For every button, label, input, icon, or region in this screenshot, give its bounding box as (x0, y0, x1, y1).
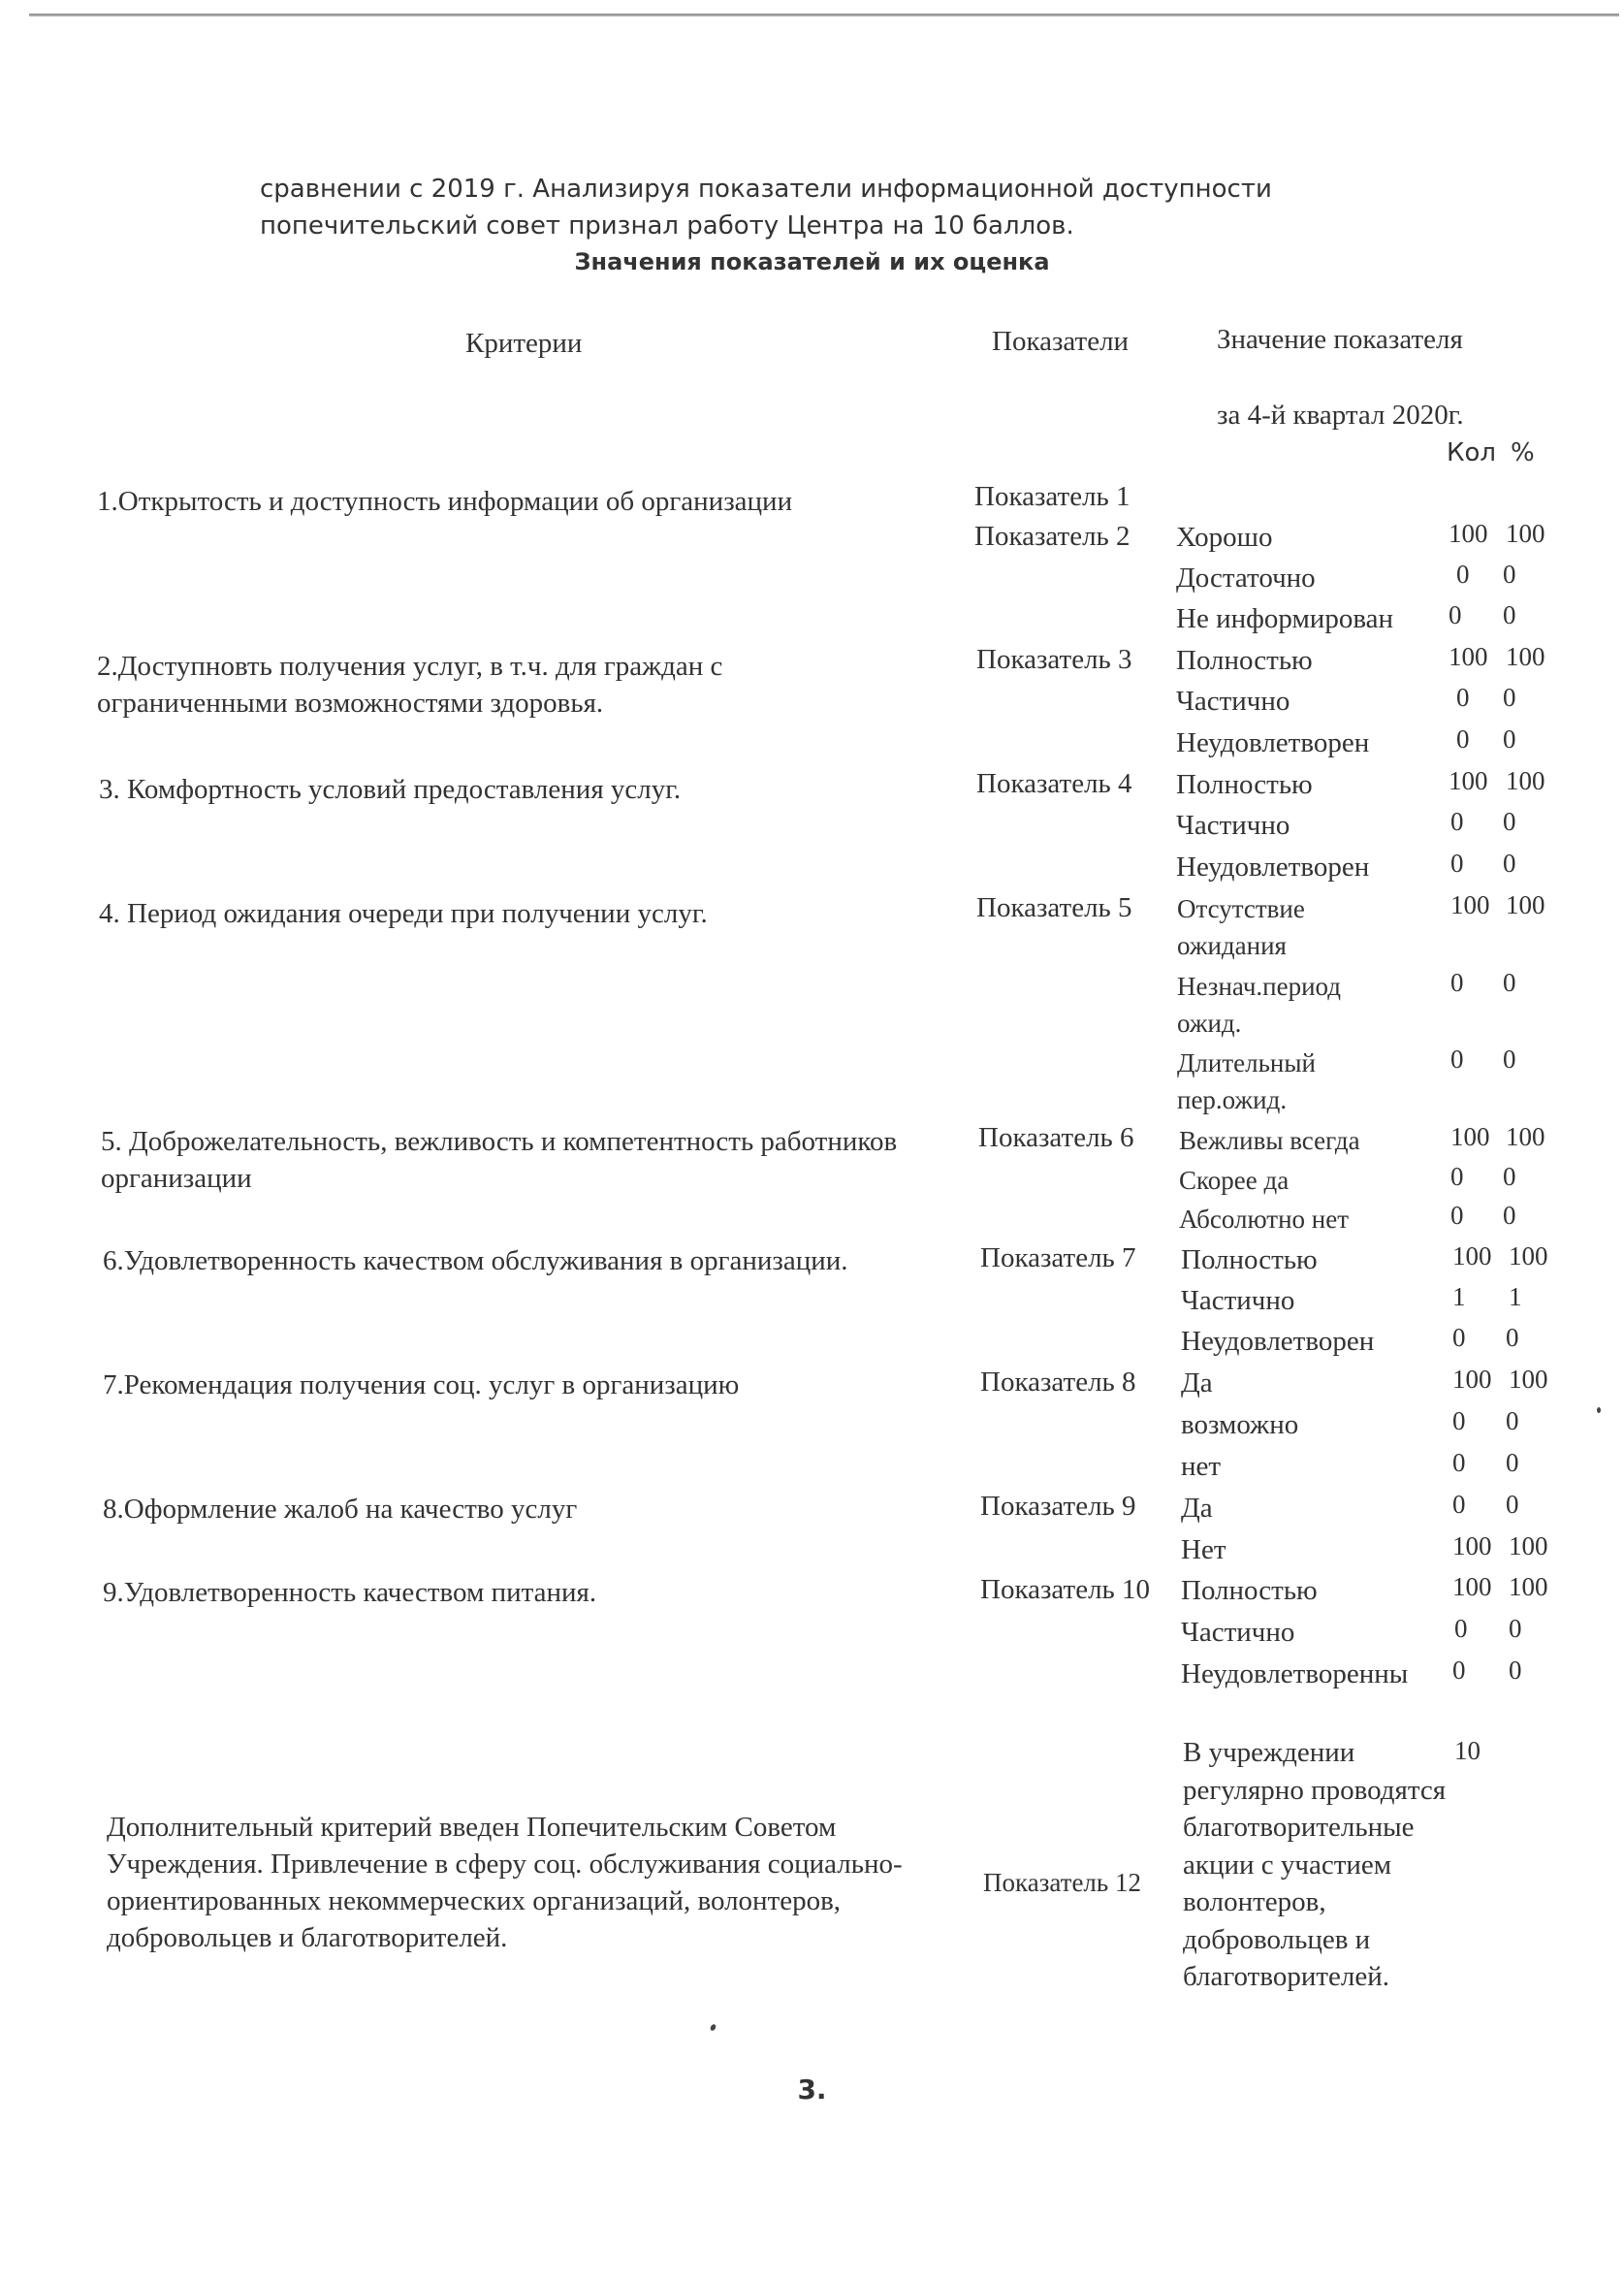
answer-kol: 0 (1452, 1448, 1466, 1477)
answer-pct: 0 (1503, 683, 1516, 712)
answer-label: Неудовлетворенны (1181, 1658, 1409, 1689)
indicator-5: Показатель 5 (976, 892, 1132, 923)
answer-pct: 100 (1509, 1241, 1548, 1270)
answer-label: Нет (1181, 1534, 1226, 1565)
answer-label: Хорошо (1176, 522, 1273, 553)
indicator-4: Показатель 4 (976, 768, 1132, 799)
answer-pct: 1 (1509, 1282, 1522, 1311)
criterion-8: 8.Оформление жалоб на качество услуг (103, 1494, 578, 1525)
criterion-9: 9.Удовлетворенность качеством питания. (103, 1577, 597, 1608)
answer-kol: 100 (1452, 1241, 1492, 1270)
header-pct: % (1511, 438, 1535, 467)
header-indicators: Показатели (992, 326, 1130, 357)
answer-kol: 0 (1454, 1614, 1468, 1643)
answer-kol: 0 (1452, 1323, 1466, 1352)
page-number: 3. (797, 2074, 827, 2106)
answer-pct: 100 (1509, 1531, 1548, 1560)
criterion-4: 4. Период ожидания очереди при получении услуг. (99, 898, 708, 929)
indicator-8: Показатель 8 (980, 1367, 1136, 1398)
answer-kol: 10 (1454, 1736, 1481, 1765)
table-subtitle: Значения показателей и их оценка (574, 248, 1050, 275)
answer-kol: 0 (1452, 1406, 1466, 1435)
answer-label: Частично (1181, 1617, 1295, 1648)
answer-label: Неудовлетворен (1181, 1326, 1375, 1357)
indicator-1: Показатель 1 (974, 481, 1130, 512)
criterion-additional: Дополнительный критерий введен Попечительским Советом Учреждения. Привлечение в сферу соц. обслуживания социально-ориентированных некоммерческих организаций, волонтеров, добровольцев и благотворителей. (107, 1812, 903, 1953)
answer-label: Полностью (1181, 1244, 1318, 1275)
answer-pct: 0 (1506, 1448, 1519, 1477)
intro-line: попечительский совет признал работу Центра на 10 баллов. (260, 211, 1074, 241)
intro-paragraph (260, 171, 1375, 244)
criterion-7: 7.Рекомендация получения соц. услуг в организацию (103, 1369, 740, 1400)
answer-label: Неудовлетворен (1176, 852, 1370, 883)
answer-kol: 0 (1456, 560, 1470, 589)
answer-pct: 0 (1503, 1201, 1516, 1230)
answer-pct: 100 (1506, 890, 1545, 919)
answer-pct: 0 (1503, 724, 1516, 754)
answer-pct: 0 (1506, 1406, 1519, 1435)
answer-pct: 0 (1506, 1490, 1519, 1519)
answer-pct: 0 (1503, 849, 1516, 878)
criterion-2: 2.Доступновть получения услуг, в т.ч. для граждан с ограниченными возможностями здоровья. (97, 651, 723, 719)
answer-label: Частично (1176, 810, 1290, 841)
answer-kol: 100 (1452, 1572, 1492, 1601)
answer-pct: 0 (1503, 1045, 1516, 1074)
answer-kol: 0 (1456, 683, 1470, 712)
scan-speck (710, 2023, 717, 2032)
answer-label: Полностью (1176, 769, 1313, 800)
answer-pct: 0 (1509, 1656, 1522, 1685)
answer-pct: 0 (1503, 968, 1516, 997)
answer-label: Достаточно (1176, 563, 1316, 594)
criterion-6: 6.Удовлетворенность качеством обслуживания в организации. (103, 1245, 848, 1276)
scan-speck (1597, 1407, 1601, 1413)
answer-kol: 0 (1450, 1201, 1464, 1230)
answer-label: Полностью (1181, 1575, 1318, 1606)
answer-label: Незнач.период ожид. (1177, 972, 1342, 1038)
answer-pct: 0 (1503, 1162, 1516, 1191)
answer-label: нет (1181, 1451, 1222, 1482)
answer-kol: 100 (1449, 766, 1488, 795)
answer-kol: 0 (1450, 968, 1464, 997)
answer-kol: 100 (1452, 1531, 1492, 1560)
indicator-7: Показатель 7 (980, 1242, 1136, 1273)
indicator-2: Показатель 2 (974, 521, 1130, 552)
answer-kol: 100 (1450, 1122, 1490, 1151)
answer-label: Отсутствие ожидания (1177, 894, 1305, 960)
indicator-9: Показатель 9 (980, 1491, 1136, 1522)
answer-label: Вежливы всегда (1179, 1126, 1360, 1155)
answer-pct: 0 (1503, 600, 1516, 629)
answer-label: Да (1181, 1493, 1213, 1524)
answer-kol: 0 (1452, 1656, 1466, 1685)
answer-label: Не информирован (1176, 603, 1394, 634)
criterion-3: 3. Комфортность условий предоставления услуг. (99, 774, 682, 805)
criterion-5: 5. Доброжелательность, вежливость и компетентность работников организации (101, 1126, 898, 1194)
answer-label: Да (1181, 1367, 1213, 1399)
answer-label: Скорее да (1179, 1166, 1290, 1195)
answer-pct: 0 (1509, 1614, 1522, 1643)
answer-pct: 100 (1509, 1572, 1548, 1601)
answer-pct: 100 (1506, 766, 1545, 795)
answer-kol: 0 (1450, 1045, 1464, 1074)
answer-kol: 100 (1449, 642, 1488, 671)
answer-label: В учреждении регулярно проводятся благотворительные акции с участием волонтеров, добровольцев и благотворителей. (1183, 1737, 1447, 1992)
header-criteria: Критерии (465, 328, 583, 359)
answer-label: Неудовлетворен (1176, 727, 1370, 758)
answer-kol: 0 (1449, 600, 1462, 629)
answer-kol: 0 (1456, 724, 1470, 754)
answer-pct: 100 (1506, 1122, 1545, 1151)
answer-kol: 100 (1449, 519, 1488, 548)
answer-pct: 0 (1506, 1323, 1519, 1352)
indicator-10: Показатель 10 (980, 1574, 1151, 1605)
answer-pct: 100 (1506, 519, 1545, 548)
intro-line: сравнении с 2019 г. Анализируя показатели информационной доступности (260, 175, 1272, 204)
answer-kol: 1 (1452, 1282, 1466, 1311)
header-kol: Кол (1447, 438, 1496, 467)
indicator-3: Показатель 3 (976, 644, 1132, 675)
answer-pct: 100 (1506, 642, 1545, 671)
answer-kol: 0 (1450, 1162, 1464, 1191)
answer-kol: 0 (1452, 1490, 1466, 1519)
answer-label: Частично (1181, 1285, 1295, 1316)
answer-kol: 100 (1452, 1365, 1492, 1394)
answer-pct: 0 (1503, 807, 1516, 836)
answer-kol: 100 (1450, 890, 1490, 919)
indicator-12: Показатель 12 (983, 1868, 1141, 1897)
answer-kol: 0 (1450, 849, 1464, 878)
answer-pct: 100 (1509, 1365, 1548, 1394)
answer-label: Частично (1176, 686, 1290, 717)
criterion-1: 1.Открытость и доступность информации об организации (97, 486, 793, 517)
answer-kol: 0 (1450, 807, 1464, 836)
answer-label: возможно (1181, 1409, 1299, 1440)
header-value-line2: за 4-й квартал 2020г. (1217, 400, 1464, 431)
scan-top-edge-line (29, 14, 1619, 16)
indicator-6: Показатель 6 (978, 1122, 1134, 1153)
answer-label: Длительный пер.ожид. (1177, 1048, 1316, 1114)
answer-label: Полностью (1176, 645, 1313, 676)
answer-label: Абсолютно нет (1179, 1205, 1350, 1234)
answer-pct: 0 (1503, 560, 1516, 589)
header-value-line1: Значение показателя (1217, 324, 1463, 355)
